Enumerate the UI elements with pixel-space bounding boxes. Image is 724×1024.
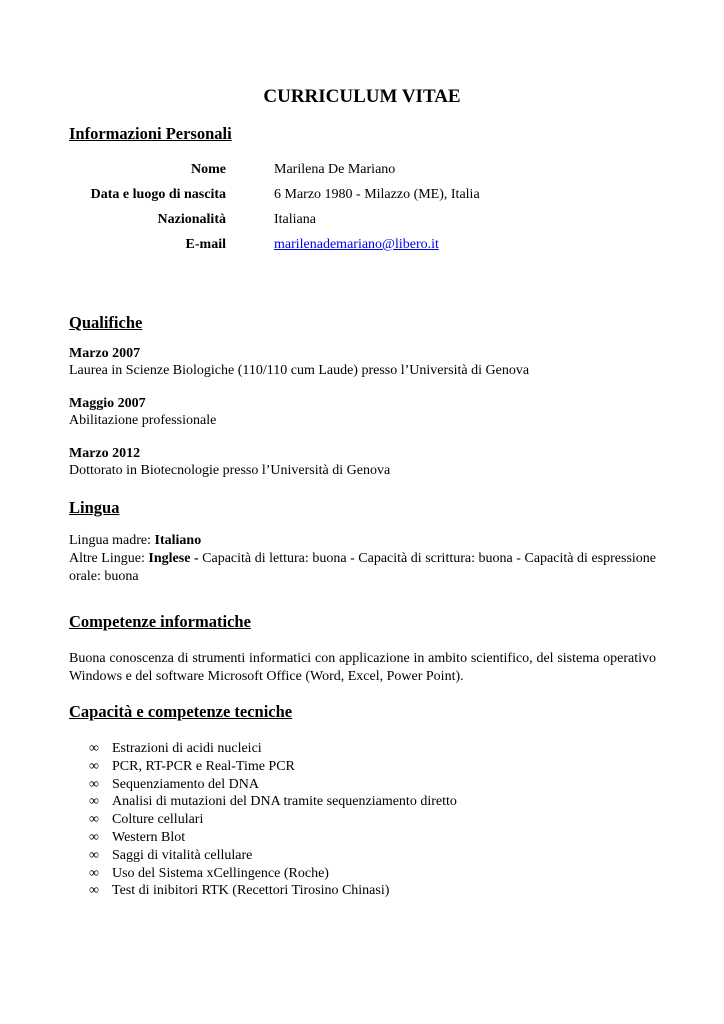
language-heading: Lingua (69, 498, 120, 517)
infinity-bullet-icon: ∞ (89, 812, 99, 828)
skill-label: Colture cellulari (112, 812, 204, 828)
skill-label: Saggi di vitalità cellulare (112, 847, 253, 863)
skill-label: Uso del Sistema xCellingence (Roche) (112, 865, 329, 881)
nationality-label: Nazionalità (157, 212, 226, 227)
native-language: Italiano (154, 533, 202, 548)
qualification-date: Marzo 2007 (69, 346, 141, 361)
infinity-bullet-icon: ∞ (89, 776, 99, 792)
qualification-date: Maggio 2007 (69, 396, 146, 411)
other-languages-skills: Capacità di lettura: buona - Capacità di scrittura: buona - Capacità di espressione orale: buona (69, 551, 656, 584)
qualification-date: Marzo 2012 (69, 446, 141, 461)
email-link[interactable]: marilenademariano@libero.it (274, 237, 439, 252)
qualifications-heading: Qualifiche (69, 313, 143, 332)
native-language-prefix: Lingua madre: (69, 533, 155, 548)
other-languages-prefix: Altre Lingue: (69, 551, 149, 566)
technical-skills-heading: Capacità e competenze tecniche (69, 702, 293, 721)
skill-label: PCR, RT-PCR e Real-Time PCR (112, 758, 295, 774)
infinity-bullet-icon: ∞ (89, 883, 99, 899)
document-title: CURRICULUM VITAE (263, 86, 461, 107)
birth-label: Data e luogo di nascita (90, 187, 226, 202)
birth-value: 6 Marzo 1980 - Milazzo (ME), Italia (274, 187, 480, 202)
name-label: Nome (191, 162, 226, 177)
qualification-description: Laurea in Scienze Biologiche (110/110 cum Laude) presso l’Università di Genova (69, 363, 530, 378)
infinity-bullet-icon: ∞ (89, 829, 99, 845)
skill-label: Estrazioni di acidi nucleici (112, 741, 262, 756)
nationality-value: Italiana (274, 212, 316, 227)
infinity-bullet-icon: ∞ (89, 741, 99, 756)
email-label: E-mail (185, 237, 226, 252)
native-language-line (69, 532, 656, 550)
skill-label: Sequenziamento del DNA (112, 776, 259, 792)
other-language: Inglese - (148, 551, 199, 566)
other-languages-paragraph (69, 550, 656, 585)
skill-label: Analisi di mutazioni del DNA tramite sequenziamento diretto (112, 794, 457, 810)
infinity-bullet-icon: ∞ (89, 758, 99, 774)
skill-label: Test di inibitori RTK (Recettori Tirosino Chinasi) (112, 883, 390, 899)
skill-label: Western Blot (112, 829, 186, 845)
name-value: Marilena De Mariano (274, 162, 396, 177)
qualification-description: Abilitazione professionale (69, 413, 217, 428)
qualification-description: Dottorato in Biotecnologie presso l’Università di Genova (69, 463, 391, 478)
infinity-bullet-icon: ∞ (89, 865, 99, 881)
infinity-bullet-icon: ∞ (89, 847, 99, 863)
infinity-bullet-icon: ∞ (89, 794, 99, 810)
computer-skills-text: Buona conoscenza di strumenti informatici con applicazione in ambito scientifico, del sistema operativo Windows e del software Microsoft Office (Word, Excel, Power Point). (69, 651, 656, 684)
personal-info-heading: Informazioni Personali (69, 124, 232, 143)
email-row (274, 237, 439, 253)
computer-skills-heading: Competenze informatiche (69, 612, 251, 631)
